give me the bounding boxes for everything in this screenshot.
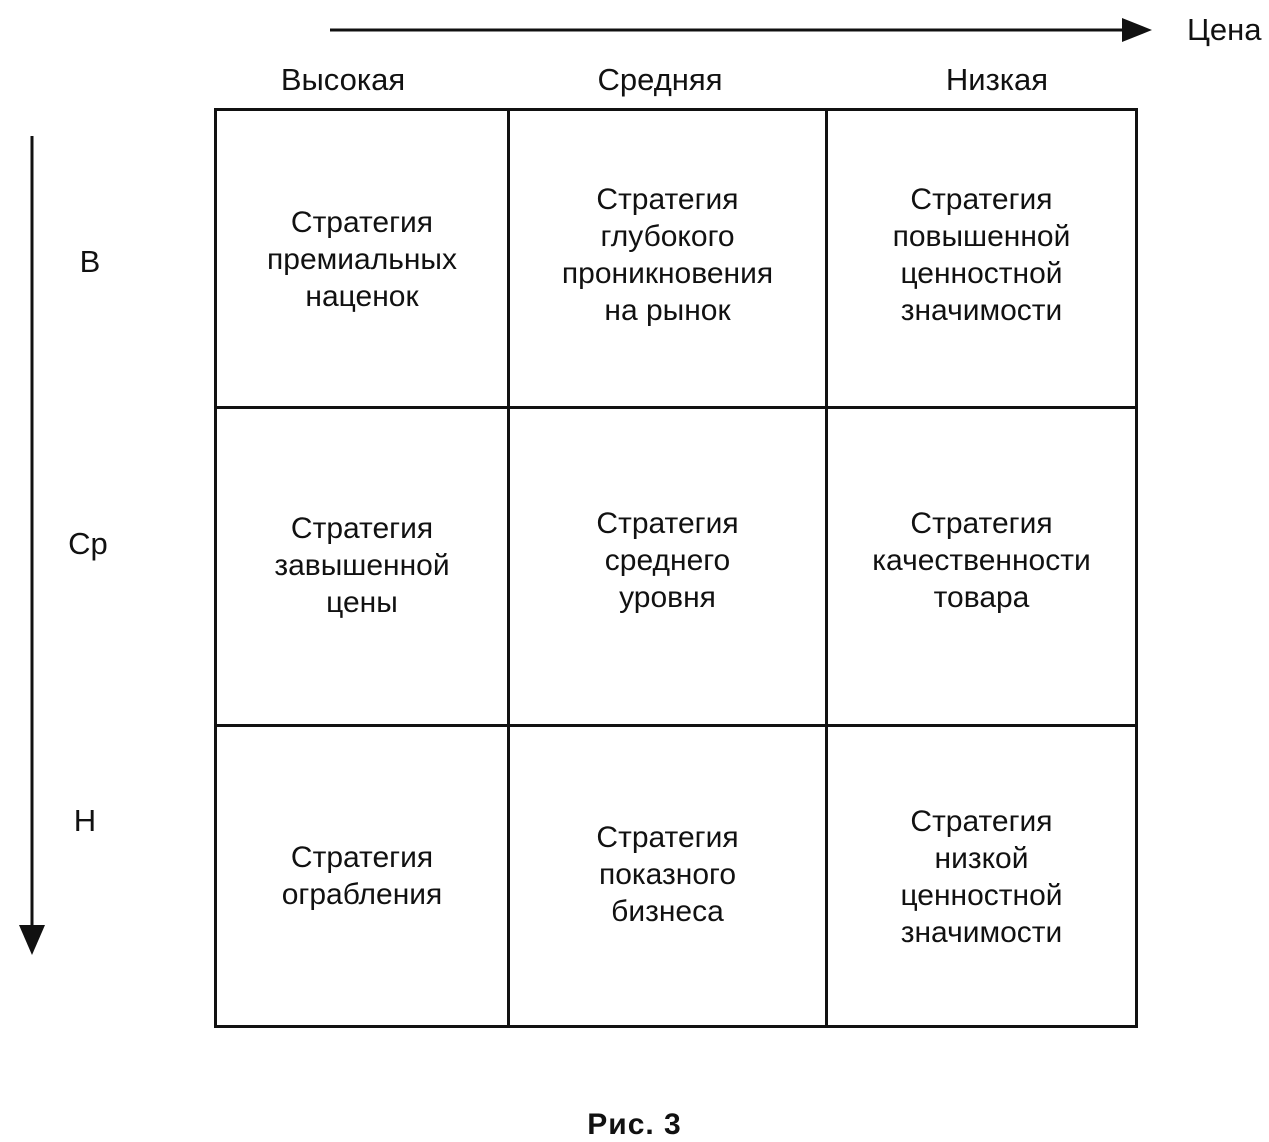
- row-header-low: Н: [73, 803, 97, 838]
- cell-text: Стратегия ограбления: [281, 841, 443, 911]
- cell-text: Стратегия среднего уровня: [596, 507, 739, 614]
- column-header-medium: Средняя: [597, 62, 723, 97]
- price-axis-label: Цена: [1187, 12, 1262, 47]
- price-axis-arrow: [330, 18, 1152, 42]
- cell-text: Стратегия глубокого проникновения на рынок: [561, 183, 774, 327]
- cell-text: Стратегия премиальных наценок: [267, 206, 457, 313]
- row-header-medium: Ср: [68, 526, 108, 561]
- matrix-cell: [828, 111, 1135, 409]
- cell-text: Стратегия завышенной цены: [274, 512, 450, 619]
- row-header-high: В: [79, 244, 101, 279]
- matrix-cell: [217, 727, 510, 1025]
- column-header-high: Высокая: [280, 62, 406, 97]
- column-header-low: Низкая: [945, 62, 1049, 97]
- matrix-cell: [828, 409, 1135, 727]
- figure-caption: Рис. 3: [587, 1108, 682, 1141]
- matrix-cell: [217, 409, 510, 727]
- cell-text: Стратегия повышенной ценностной значимости: [892, 183, 1071, 327]
- cell-text: Стратегия низкой ценностной значимости: [900, 805, 1063, 949]
- matrix-cell: [828, 727, 1135, 1025]
- matrix-cell: [510, 111, 828, 409]
- quality-axis-arrow: [19, 136, 45, 955]
- cell-text: Стратегия показного бизнеса: [596, 821, 739, 928]
- strategy-matrix: [214, 108, 1138, 1028]
- matrix-cell: [510, 727, 828, 1025]
- matrix-cell: [217, 111, 510, 409]
- cell-text: Стратегия качественности товара: [872, 507, 1091, 614]
- matrix-cell: [510, 409, 828, 727]
